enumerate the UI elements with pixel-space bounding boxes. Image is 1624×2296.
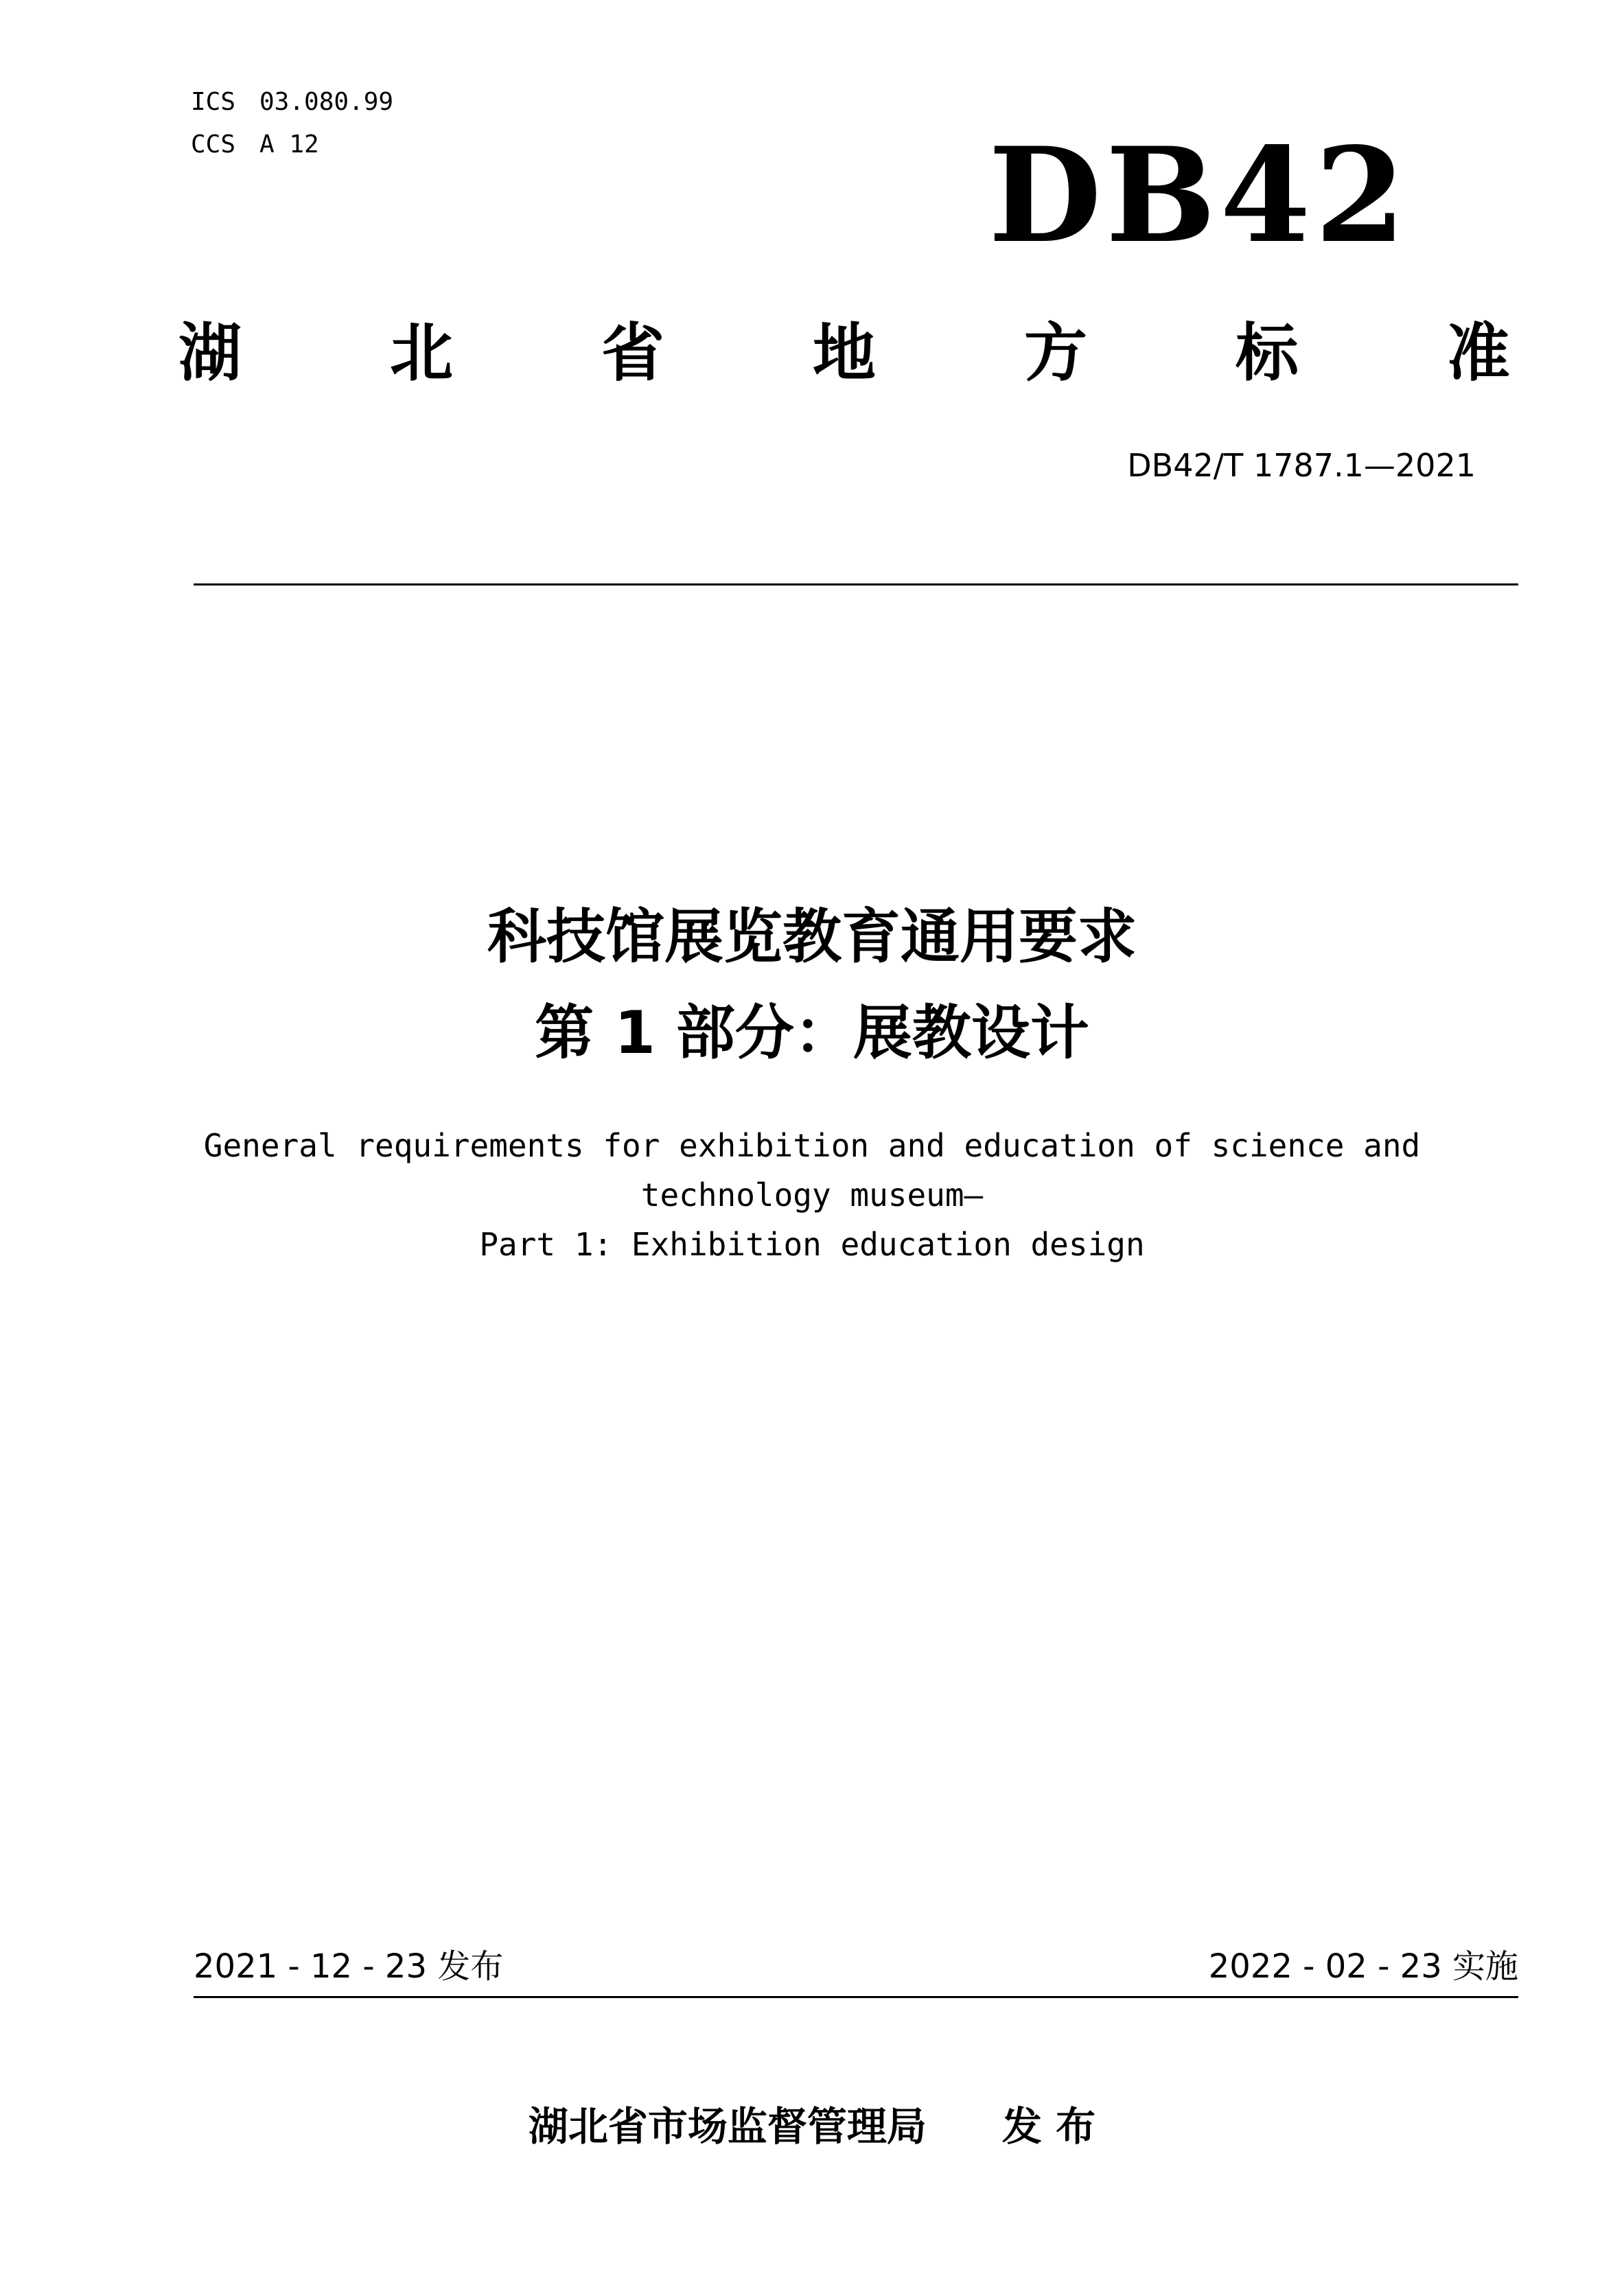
implementation-date: 2022 - 02 - 23 实施 — [1208, 1947, 1518, 1986]
ccs-value: A 12 — [259, 130, 319, 159]
chinese-title-line-1: 科技馆展览教育通用要求 — [487, 903, 1137, 971]
issue-date: 2021 - 12 - 23 发布 — [194, 1947, 504, 1986]
publisher-action: 发 布 — [1001, 2103, 1096, 2150]
standard-type-char: 北 — [389, 316, 453, 390]
publisher-name: 湖北省市场监督管理局 — [528, 2103, 927, 2150]
chinese-title-line-2: 第 1 部分：展教设计 — [535, 999, 1089, 1067]
standard-type-char: 省 — [601, 316, 664, 390]
top-divider — [194, 583, 1518, 585]
standard-type-char: 准 — [1446, 316, 1510, 390]
english-title-line-3: Part 1: Exhibition education design — [479, 1226, 1145, 1263]
bottom-divider — [194, 1996, 1518, 1998]
ccs-label: CCS — [191, 130, 236, 159]
standard-code-logo: DB42 — [988, 119, 1410, 272]
ccs-row — [191, 124, 393, 166]
classification-block — [191, 81, 393, 166]
publisher-line — [0, 2099, 1624, 2154]
ics-row — [191, 81, 393, 124]
ics-label: ICS — [191, 88, 236, 116]
standard-number: DB42/T 1787.1—2021 — [1127, 447, 1476, 484]
standard-type-char: 湖 — [178, 316, 242, 390]
standard-type-char: 地 — [812, 316, 876, 390]
english-title — [0, 1121, 1624, 1269]
standard-type-heading — [178, 316, 1510, 391]
chinese-title — [0, 889, 1624, 1081]
english-title-line-2: technology museum— — [640, 1176, 984, 1214]
standard-type-char: 方 — [1023, 316, 1087, 390]
standard-type-char: 标 — [1235, 316, 1299, 390]
english-title-line-1: General requirements for exhibition and education of science and — [203, 1127, 1421, 1164]
ics-value: 03.080.99 — [259, 88, 394, 116]
